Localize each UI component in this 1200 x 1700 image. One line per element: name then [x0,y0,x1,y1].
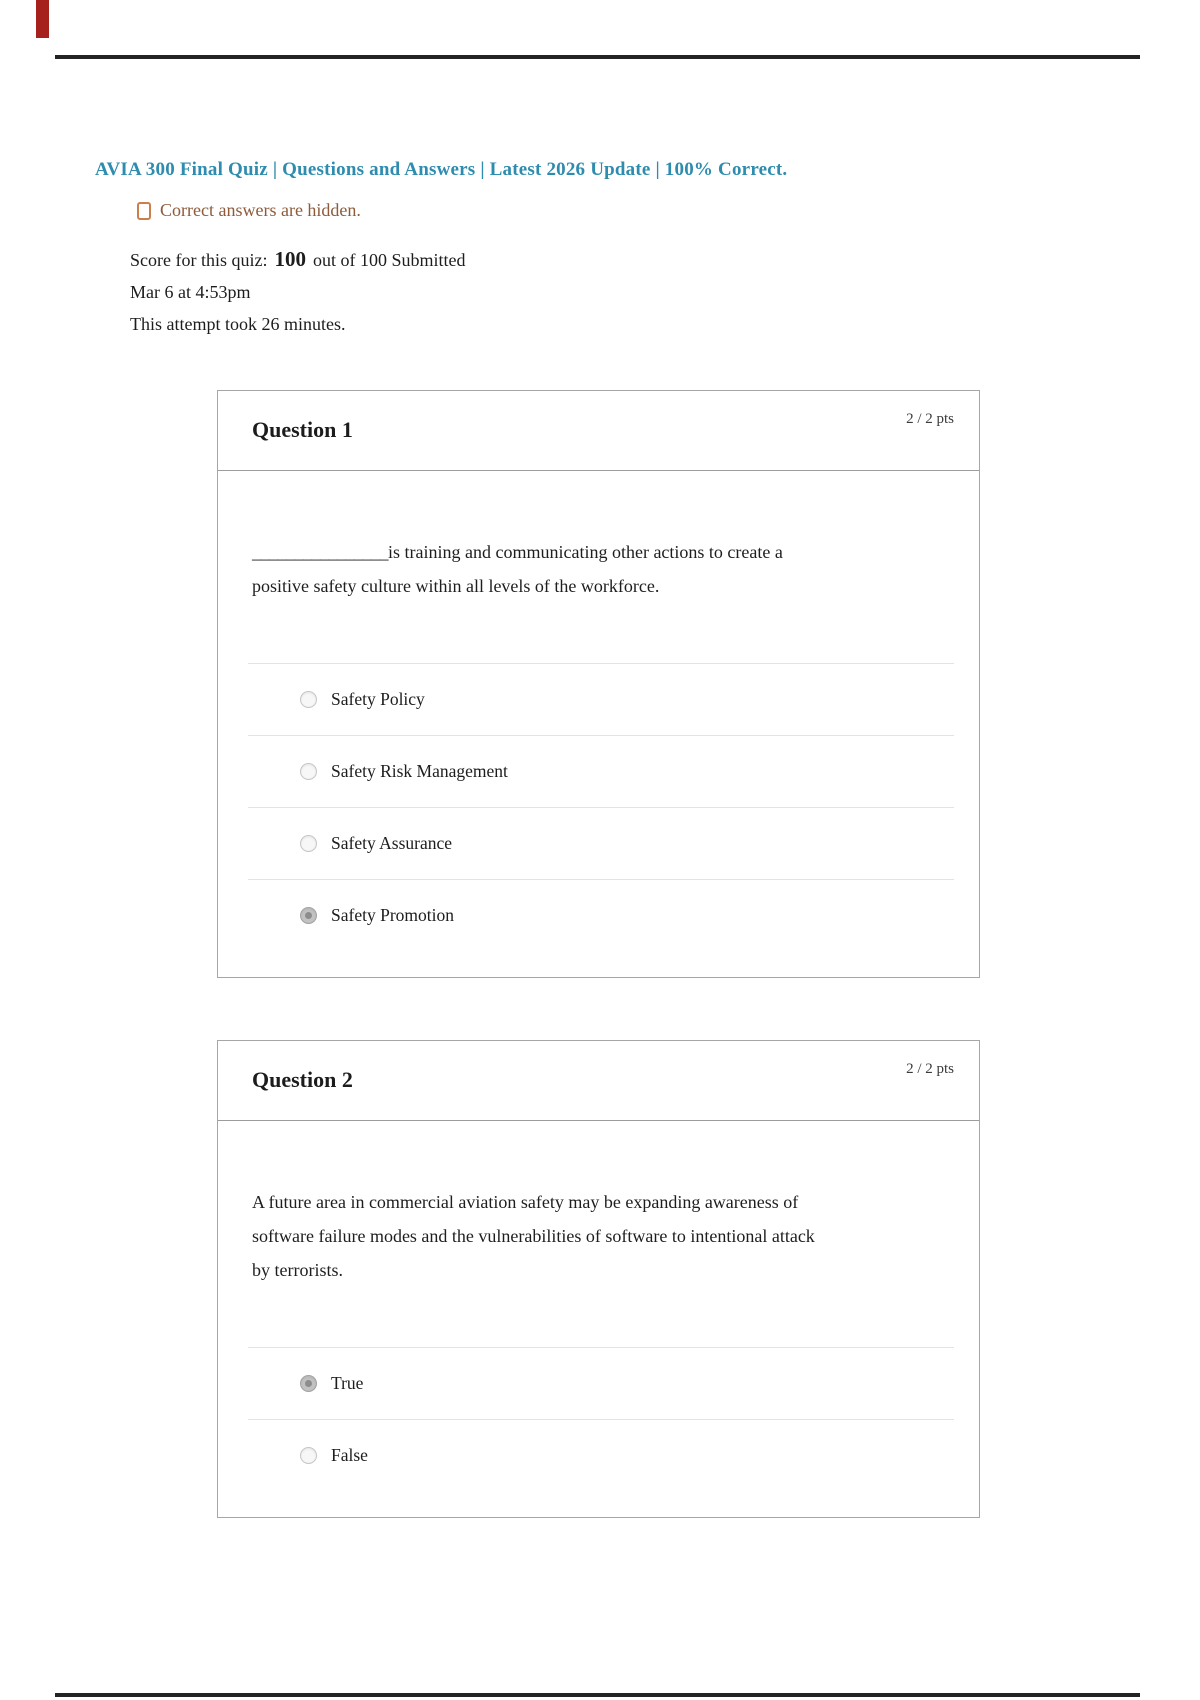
answer-option-row [218,880,979,951]
score-value: 100 [274,247,306,271]
answer-option-row [218,1348,979,1419]
hidden-answers-icon [137,202,151,220]
score-summary [130,248,770,345]
question-title: Question 1 [252,417,353,442]
answer-option-label: Safety Promotion [331,905,454,925]
answer-option-label: Safety Assurance [331,833,453,853]
radio-button-icon[interactable] [300,907,317,924]
question-header [218,391,979,471]
answer-option-row [218,1420,979,1491]
submitted-date: Mar 6 at 4:53pm [130,282,251,302]
hidden-answers-text: Correct answers are hidden. [160,200,361,220]
options-list [218,1347,979,1517]
question-text-body: A future area in commercial aviation safety may be expanding awareness of software failure modes and the vulnerabilities of software to intentional attack by terrorists. [252,1192,815,1280]
page-title: AVIA 300 Final Quiz | Questions and Answers | Latest 2026 Update | 100% Correct. [95,158,788,180]
bottom-rule [55,1693,1140,1697]
score-line [130,248,770,272]
answer-option-label: True [331,1373,364,1393]
answer-option-label: Safety Risk Management [331,761,508,781]
corner-red-mark [36,0,49,38]
score-prefix: Score for this quiz: [130,250,268,270]
radio-button-icon[interactable] [300,835,317,852]
top-rule [55,55,1140,59]
answer-option-label: Safety Policy [331,689,425,709]
question-blank: ________________ [252,542,388,562]
question-text [218,489,867,645]
answer-option-row [218,808,979,879]
questions-list [217,390,980,1518]
question-title: Question 2 [252,1067,353,1092]
radio-button-icon[interactable] [300,1375,317,1392]
options-list [218,663,979,977]
question-card [217,1040,980,1518]
question-points: 2 / 2 pts [906,411,954,427]
attempt-note: This attempt took 26 minutes. [130,314,346,334]
question-text [218,1139,867,1329]
radio-button-icon[interactable] [300,763,317,780]
question-points: 2 / 2 pts [906,1061,954,1077]
answer-option-label: False [331,1445,368,1465]
hidden-answers-notice [137,200,361,221]
answer-option-row [218,736,979,807]
score-suffix: out of 100 Submitted [312,250,466,270]
radio-button-icon[interactable] [300,691,317,708]
question-card [217,390,980,978]
question-header [218,1041,979,1121]
radio-button-icon[interactable] [300,1447,317,1464]
question-text-body: is training and communicating other actions to create a positive safety culture within all levels of the workforce. [252,542,783,596]
answer-option-row [218,664,979,735]
